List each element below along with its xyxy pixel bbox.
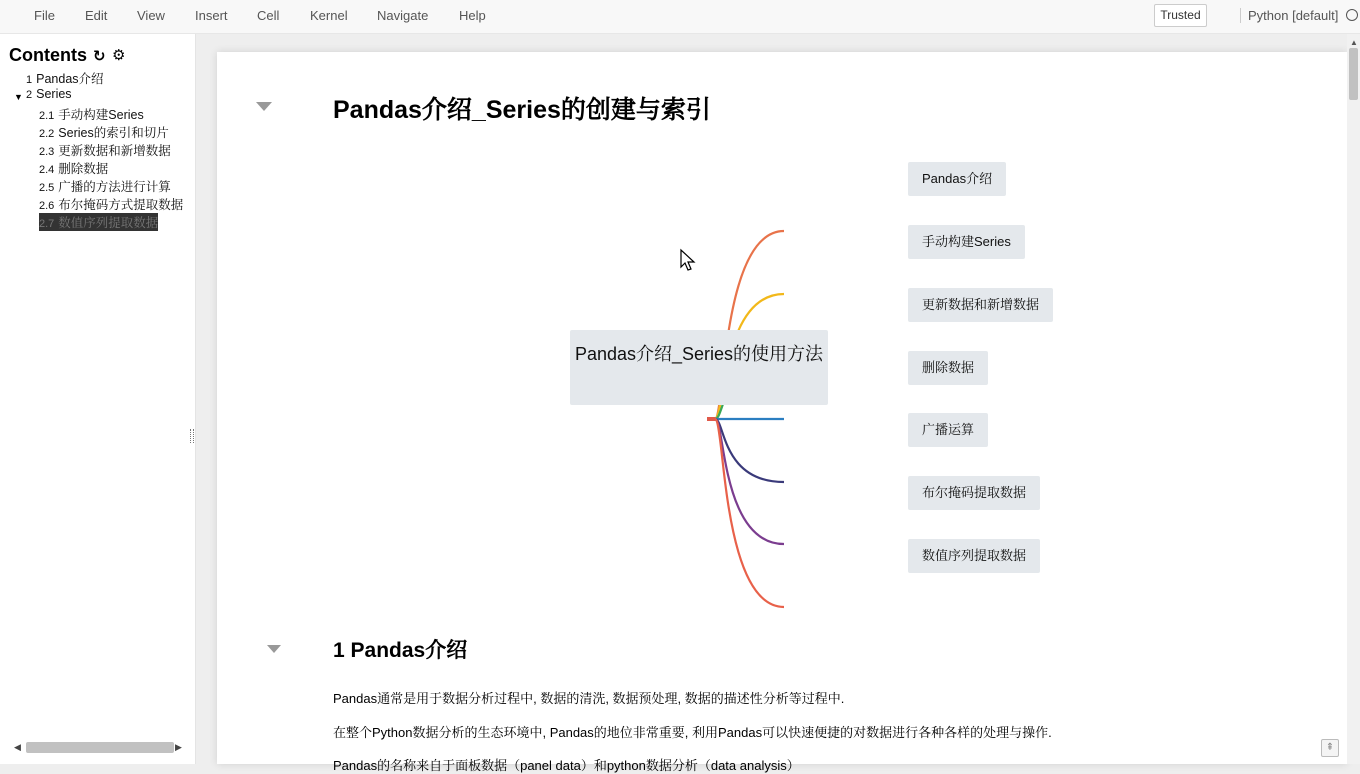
toc-item-number: 2.6: [39, 200, 55, 212]
toc-item-label: Series的索引和切片: [58, 126, 169, 140]
mindmap-root-label: Pandas介绍_Series的使用方法: [574, 344, 824, 364]
mindmap-node: Pandas介绍: [908, 162, 1006, 196]
refresh-icon[interactable]: ↻: [93, 48, 106, 65]
heading-collapse-icon[interactable]: [256, 102, 272, 111]
mindmap-image: [557, 152, 1077, 592]
menu-cell[interactable]: Cell: [257, 8, 280, 23]
toc-item-label: 数值序列提取数据: [58, 216, 159, 230]
notebook-page: [217, 52, 1347, 773]
section-heading: 1 Pandas介绍: [333, 639, 468, 662]
toc-item-2-5[interactable]: [39, 177, 171, 195]
toc-item-number: 2.1: [39, 110, 55, 122]
toc-title: Contents: [9, 45, 87, 65]
mindmap-node: 更新数据和新增数据: [908, 288, 1053, 322]
toc-item-label: Series: [36, 87, 72, 101]
toc-sidebar: [0, 34, 196, 764]
mindmap-node: 广播运算: [908, 413, 988, 447]
toc-item-2-1[interactable]: [39, 105, 144, 123]
mindmap-node: 数值序列提取数据: [908, 539, 1040, 573]
mindmap-root-node: [570, 330, 828, 405]
scrollbar-thumb[interactable]: [26, 742, 174, 753]
page-title: Pandas介绍_Series的创建与索引: [333, 96, 711, 124]
toc-resize-handle[interactable]: [190, 429, 194, 443]
toc-item-number: 2.4: [39, 164, 55, 176]
toc-item-label: 手动构建Series: [58, 108, 144, 122]
toc-item-2-7[interactable]: [39, 213, 158, 231]
collapse-caret-icon[interactable]: ▼: [14, 92, 23, 102]
scroll-right-icon[interactable]: ▶: [175, 742, 182, 752]
scroll-left-icon[interactable]: ◀: [14, 742, 21, 752]
mindmap-node: 布尔掩码提取数据: [908, 476, 1040, 510]
toc-item-label: 删除数据: [58, 162, 109, 176]
toc-item-2[interactable]: [26, 87, 72, 101]
kernel-idle-icon: [1346, 9, 1358, 21]
mindmap-branch-line: [715, 419, 784, 482]
toc-item-number: 2: [26, 89, 33, 101]
gear-icon[interactable]: ⚙: [112, 47, 126, 64]
toc-item-label: Pandas介绍: [36, 72, 104, 86]
toc-item-label: 广播的方法进行计算: [58, 180, 171, 194]
toc-item-2-3[interactable]: [39, 141, 171, 159]
menu-help[interactable]: Help: [459, 8, 486, 23]
toc-item-number: 1: [26, 74, 33, 86]
kernel-name[interactable]: Python [default]: [1240, 8, 1338, 23]
toc-item-label: 布尔掩码方式提取数据: [58, 198, 184, 212]
trusted-indicator[interactable]: Trusted: [1154, 4, 1207, 27]
menubar: [0, 0, 1360, 34]
toc-item-number: 2.5: [39, 182, 55, 194]
menu-file[interactable]: File: [34, 8, 55, 23]
page-vertical-scrollbar[interactable]: [1347, 34, 1360, 764]
paragraph: Pandas通常是用于数据分析过程中, 数据的清洗, 数据预处理, 数据的描述性分析等过程中.: [333, 691, 845, 706]
scroll-up-icon[interactable]: ▲: [1350, 38, 1358, 47]
mindmap-node: 手动构建Series: [908, 225, 1025, 259]
mindmap-node: 删除数据: [908, 351, 988, 385]
toc-item-2-4[interactable]: [39, 159, 108, 177]
menu-navigate[interactable]: Navigate: [377, 8, 429, 23]
heading-collapse-icon[interactable]: [267, 645, 281, 653]
mindmap-branch-line: [715, 419, 784, 607]
paragraph: 在整个Python数据分析的生态环境中, Pandas的地位非常重要, 利用Pandas可以快速便捷的对数据进行各种各样的处理与操作.: [333, 725, 1052, 740]
toc-item-number: 2.3: [39, 146, 55, 158]
toc-item-number: 2.7: [39, 218, 55, 230]
scroll-to-top-button[interactable]: ⇞: [1321, 739, 1339, 757]
scrollbar-thumb[interactable]: [1349, 48, 1358, 100]
toc-item-label: 更新数据和新增数据: [58, 144, 171, 158]
toc-horizontal-scrollbar[interactable]: [10, 740, 186, 755]
paragraph: Pandas的名称来自于面板数据（panel data）和python数据分析（data analysis）: [333, 758, 800, 773]
toc-item-1[interactable]: [26, 69, 104, 87]
toc-item-2-2[interactable]: [39, 123, 169, 141]
mouse-pointer-icon: [680, 249, 696, 273]
menu-insert[interactable]: Insert: [195, 8, 228, 23]
menu-kernel[interactable]: Kernel: [310, 8, 348, 23]
menu-view[interactable]: View: [137, 8, 165, 23]
menu-edit[interactable]: Edit: [85, 8, 108, 23]
toc-item-number: 2.2: [39, 128, 55, 140]
toc-item-2-6[interactable]: [39, 195, 183, 213]
